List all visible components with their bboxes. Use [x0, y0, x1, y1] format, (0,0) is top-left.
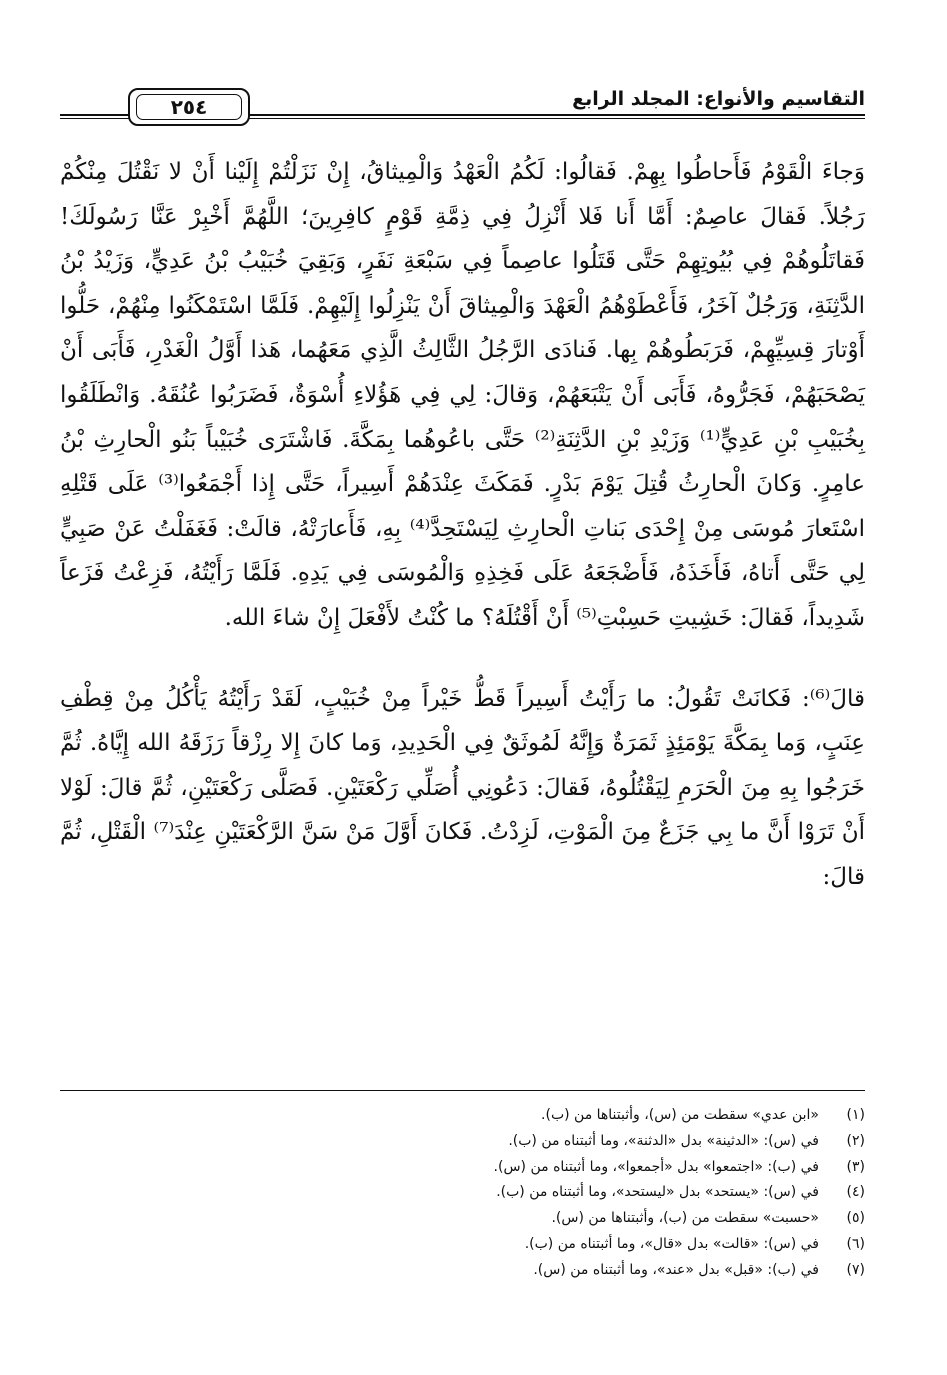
main-text	[60, 150, 865, 900]
footnote-text: «حسبت» سقطت من (ب)، وأثبتناها من (س).	[551, 1210, 819, 1227]
paragraph-2: قالَ⁽⁶⁾: فَكانَتْ تَقُولُ: ما رَأَيْتُ أَسِيراً قَطُّ خَيْراً مِنْ خُبَيْبٍ، لَقَدْ رَأَيْتُهُ يَأْكُلُ مِنْ قِطْفِ عِنَبٍ، وَما بِمَكَّةَ يَوْمَئِذٍ ثَمَرَةٌ وَإِنَّهُ لَمُوثَقٌ فِي الْحَدِيدِ، وَما كانَ إِلا رِزْقاً رَزَقَهُ الله إِيَّاهُ. ثُمَّ خَرَجُوا بِهِ مِنَ الْحَرَمِ لِيَقْتُلُوهُ، فَقالَ: دَعُونِي أُصَلِّي رَكْعَتَيْنِ. فَصَلَّى رَكْعَتَيْنِ، ثُمَّ قالَ: لَوْلا أَنْ تَرَوْا أَنَّ ما بِي جَزَعٌ مِنَ الْمَوْتِ، لَزِدْتُ. فَكانَ أَوَّلَ مَنْ سَنَّ الرَّكْعَتَيْنِ عِنْدَ⁽⁷⁾ الْقَتْلِ، ثُمَّ قالَ:	[60, 685, 865, 890]
footnote-text: في (س): «الدثينة» بدل «الدثنة»، وما أثبتناه من (ب).	[508, 1132, 819, 1149]
paragraph-1: وَجاءَ الْقَوْمُ فَأَحاطُوا بِهِمْ. فَقالُوا: لَكُمُ الْعَهْدُ وَالْمِيثاقُ، إِنْ نَزَلْتُمْ إِلَيْنا أَنْ لا نَقْتُلَ مِنْكُمْ رَجُلاً. فَقالَ عاصِمٌ: أَمَّا أَنا فَلا أَنْزِلُ فِي ذِمَّةِ قَوْمٍ كافِرِينَ؛ اللَّهُمَّ أَخْبِرْ عَنَّا رَسُولَكَ! فَقاتَلُوهُمْ فِي بُيُوتِهِمْ حَتَّى قَتَلُوا عاصِماً فِي سَبْعَةِ نَفَرٍ، وَبَقِيَ خُبَيْبُ بْنُ عَدِيٍّ، وَزَيْدُ بْنُ الدَّثِنَةِ، وَرَجُلٌ آخَرُ، فَأَعْطَوْهُمُ الْعَهْدَ وَالْمِيثاقَ أَنْ يَنْزِلُوا إِلَيْهِمْ. فَلَمَّا اسْتَمْكَنُوا مِنْهُمْ، حَلُّوا أَوْتارَ قِسِيِّهِمْ، فَرَبَطُوهُمْ بِها. فَنادَى الرَّجُلُ الثَّالِثُ الَّذِي مَعَهُما، هَذا أَوَّلُ الْغَدْرِ، فَأَبَى أَنْ يَصْحَبَهُمْ، فَجَرُّوهُ، فَأَبَى أَنْ يَتْبَعَهُمْ، وَقالَ: لِي فِي هَؤُلاءِ أُسْوَةٌ، فَضَرَبُوا عُنُقَهُ. وَانْطَلَقُوا بِخُبَيْبِ بْنِ عَدِيٍّ⁽¹⁾ وَزَيْدِ بْنِ الدَّثِنَةِ⁽²⁾ حَتَّى باعُوهُما بِمَكَّةَ. فَاشْتَرَى خُبَيْباً بَنُو الْحارِثِ بْنُ عامِرٍ. وَكانَ الْحارِثُ قُتِلَ يَوْمَ بَدْرٍ. فَمَكَثَ عِنْدَهُمْ أَسِيراً، حَتَّى إِذا أَجْمَعُوا⁽³⁾ عَلَى قَتْلِهِ اسْتَعارَ مُوسَى مِنْ إِحْدَى بَناتِ الْحارِثِ لِيَسْتَحِدَّ⁽⁴⁾ بِهِ، فَأَعارَتْهُ، قالَتْ: فَغَفَلْتُ عَنْ صَبِيٍّ لِي حَتَّى أَتاهُ، فَأَخَذَهُ، فَأَضْجَعَهُ عَلَى فَخِذِهِ وَالْمُوسَى فِي يَدِهِ. فَلَمَّا رَأَيْتُهُ، فَزِعْتُ فَزَعاً شَدِيداً، فَقالَ: خَشِيتِ حَسِبْتِ⁽⁵⁾ أَنْ أَقْتُلَهُ؟ ما كُنْتُ لأَفْعَلَ إِنْ شاءَ الله.	[60, 159, 865, 631]
footnote	[60, 1258, 865, 1284]
running-title: التقاسيم والأنواع: المجلد الرابع	[572, 88, 865, 110]
page-header	[60, 88, 865, 128]
page-number: ٢٥٤	[136, 94, 242, 120]
footnote	[60, 1180, 865, 1206]
footnote	[60, 1129, 865, 1155]
footnote-text: «ابن عدي» سقطت من (س)، وأثبتناها من (ب).	[541, 1107, 819, 1123]
footnote-separator	[60, 1090, 865, 1091]
footnote-text: في (س): «يستحد» بدل «ليستحد»، وما أثبتناه من (ب).	[496, 1184, 819, 1201]
footnote-number: (٥)	[846, 1210, 865, 1227]
footnote-number: (١)	[846, 1107, 865, 1123]
footnote-number: (٦)	[846, 1235, 865, 1252]
footnote	[60, 1155, 865, 1181]
footnote	[60, 1206, 865, 1232]
footnote-text: في (س): «قالت» بدل «قال»، وما أثبتناه من (ب).	[524, 1235, 819, 1252]
footnote	[60, 1103, 865, 1129]
footnotes	[60, 1103, 865, 1284]
footnote-number: (٧)	[846, 1261, 865, 1278]
footnote	[60, 1232, 865, 1258]
footnote-text: في (ب): «قبل» بدل «عند»، وما أثبتناه من (س).	[533, 1261, 819, 1278]
footnote-number: (٣)	[846, 1158, 865, 1175]
footnote-number: (٤)	[846, 1184, 865, 1201]
footnote-number: (٢)	[846, 1132, 865, 1149]
page-number-frame	[128, 88, 250, 126]
footnote-text: في (ب): «اجتمعوا» بدل «أجمعوا»، وما أثبتناه من (س).	[493, 1158, 819, 1175]
